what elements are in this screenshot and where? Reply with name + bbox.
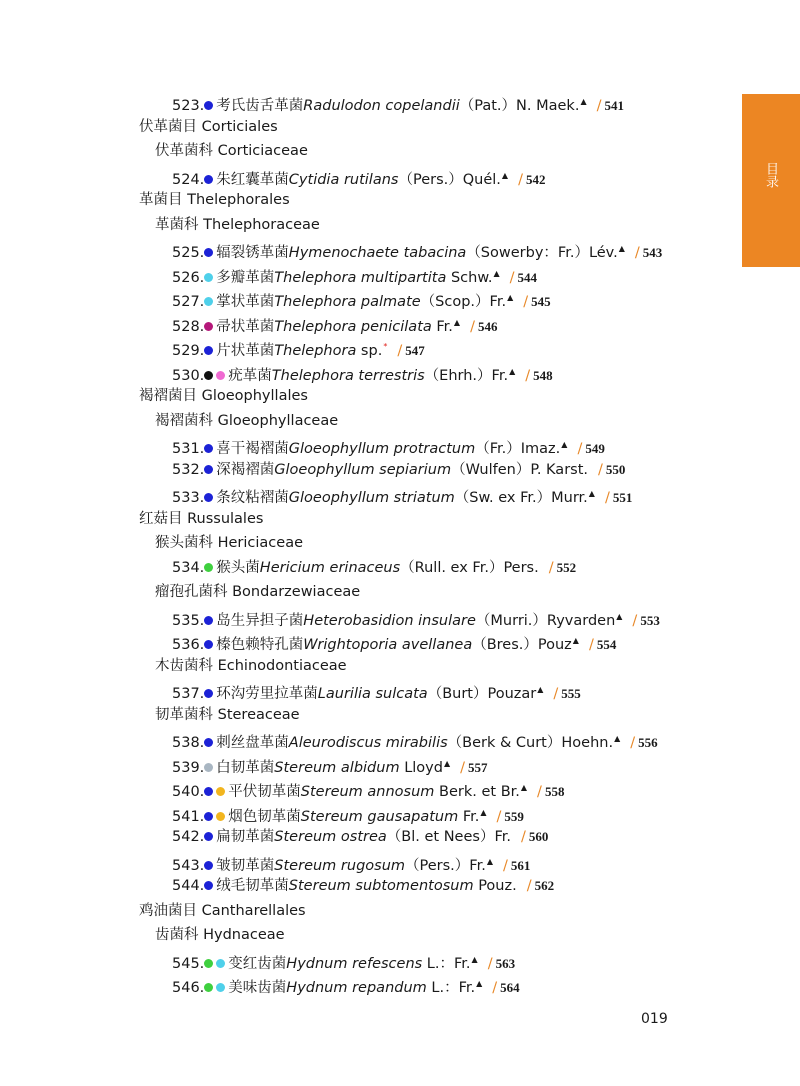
species-name-scientific: Laurilia sulcata [317, 686, 428, 702]
species-name-scientific: Heterobasidion insulare [303, 612, 476, 629]
entry-number: 544. [172, 878, 205, 894]
entry-number: 536. [172, 637, 205, 653]
habitat-dot-icon [204, 175, 213, 184]
order-heading [139, 116, 278, 138]
species-name-cn: 深褐褶菌 [216, 461, 275, 478]
species-name-scientific: Gloeophyllum striatum [288, 490, 455, 506]
triangle-marker-icon: ▲ [580, 97, 587, 106]
habitat-dot-icon [204, 322, 213, 331]
entry-page-ref: 547 [405, 343, 425, 358]
entry-number: 526. [172, 269, 205, 286]
species-name-cn: 辐裂锈革菌 [216, 245, 289, 261]
entry-page-ref: 559 [504, 808, 524, 824]
species-name-scientific: Stereum annosum [300, 784, 435, 800]
slash-separator-icon: / [604, 490, 610, 506]
entry-page-ref: 544 [517, 269, 538, 285]
entry-page-ref: 564 [500, 980, 520, 995]
side-tab-label: 目录 [763, 162, 778, 188]
species-name-scientific: Thelephora terrestris [271, 367, 425, 384]
habitat-dot-icon [204, 832, 213, 841]
order-name-latin: Russulales [187, 510, 264, 527]
slash-separator-icon: / [487, 955, 493, 972]
species-name-cn: 考氏齿舌革菌 [216, 98, 304, 114]
slash-separator-icon: / [632, 612, 638, 629]
habitat-dot-icon [216, 787, 225, 796]
species-entry[interactable] [172, 287, 551, 309]
species-name-cn: 帚状革菌 [216, 318, 275, 335]
habitat-dot-icon [204, 881, 213, 890]
habitat-dot-icon [204, 297, 213, 306]
family-heading [155, 704, 300, 726]
slash-separator-icon: / [537, 784, 542, 800]
species-entry[interactable] [172, 949, 515, 971]
habitat-dot-icon [204, 640, 213, 649]
slash-separator-icon: / [509, 269, 515, 286]
species-authority: （Sw. ex Fr.）Murr. [454, 490, 588, 506]
species-entry[interactable] [172, 777, 564, 799]
species-name-scientific: Hydnum refescens [286, 955, 423, 972]
species-name-cn: 环沟劳里拉革菌 [216, 686, 318, 702]
triangle-marker-icon: ▲ [453, 317, 461, 327]
habitat-dot-icon [204, 616, 213, 625]
slash-separator-icon: / [526, 878, 532, 894]
habitat-dot-icon [204, 346, 213, 355]
species-authority: L.：Fr. [422, 955, 471, 972]
family-heading [155, 214, 320, 236]
entry-number: 539. [172, 759, 205, 776]
entry-page-ref: 552 [556, 559, 577, 575]
species-authority: Fr. [431, 318, 453, 335]
species-name-scientific: Stereum rugosum [274, 857, 406, 874]
entry-number: 528. [172, 318, 205, 335]
entry-page-ref: 555 [561, 686, 581, 701]
species-authority: （Pat.）N. Maek. [459, 98, 580, 114]
habitat-dot-icon [216, 983, 225, 992]
entry-page-ref: 546 [477, 318, 498, 334]
species-name-scientific: Wrightoporia avellanea [303, 637, 473, 653]
slash-separator-icon: / [523, 294, 529, 310]
species-entry[interactable] [172, 263, 537, 285]
habitat-dot-icon [204, 787, 213, 796]
species-entry[interactable] [172, 802, 524, 824]
species-entry[interactable] [172, 459, 625, 481]
habitat-dot-icon [204, 861, 213, 870]
family-name-latin: Thelephoraceae [203, 216, 320, 233]
entry-number: 534. [172, 559, 205, 576]
entry-number: 531. [172, 441, 205, 457]
triangle-marker-icon: ▲ [443, 758, 451, 768]
species-name-cn: 榛色赖特孔菌 [216, 637, 304, 653]
slash-separator-icon: / [520, 829, 526, 845]
entry-page-ref: 543 [642, 245, 663, 260]
slash-separator-icon: / [634, 245, 640, 261]
order-name-latin: Corticiales [201, 118, 278, 135]
entry-page-ref: 551 [612, 490, 633, 505]
species-name-cn: 疣革菌 [228, 367, 272, 384]
species-name-scientific: Thelephora penicilata [274, 318, 432, 335]
species-name-scientific: Cytidia rutilans [288, 171, 399, 188]
entry-page-ref: 541 [604, 98, 624, 113]
triangle-marker-icon: ▲ [501, 170, 509, 180]
order-name-cn: 褐褶菌目 [139, 388, 197, 404]
species-name-cn: 掌状革菌 [216, 294, 275, 310]
slash-separator-icon: / [577, 441, 583, 457]
entry-page-ref: 554 [596, 637, 617, 652]
contents-side-tab[interactable] [742, 94, 800, 267]
species-entry[interactable] [172, 606, 660, 628]
species-authority: （Wulfen）P. Karst. [451, 461, 589, 478]
species-name-cn: 美味齿菌 [228, 980, 287, 996]
species-name-cn: 绒毛韧革菌 [216, 878, 289, 894]
habitat-dot-icon [204, 563, 213, 572]
species-entry[interactable] [172, 630, 616, 652]
entry-number: 524. [172, 171, 205, 188]
triangle-marker-icon: ▲ [572, 636, 579, 645]
entry-number: 523. [172, 98, 205, 114]
habitat-dot-icon [204, 983, 213, 992]
species-name-scientific: Stereum subtomentosum [288, 878, 474, 894]
species-authority: sp. [356, 343, 383, 359]
family-name-latin: Hericiaceae [217, 535, 304, 551]
order-name-latin: Thelephorales [187, 192, 290, 208]
species-authority: Berk. et Br. [434, 784, 520, 800]
entry-number: 540. [172, 784, 205, 800]
species-name-scientific: Stereum ostrea [274, 829, 387, 845]
triangle-marker-icon: ▲ [614, 734, 621, 743]
triangle-marker-icon: ▲ [537, 685, 544, 694]
species-name-cn: 皱韧革菌 [216, 857, 275, 874]
entry-page-ref: 549 [585, 441, 605, 456]
entry-number: 546. [172, 980, 205, 996]
species-name-scientific: Hydnum repandum [286, 980, 427, 996]
species-authority: Pouz. [473, 878, 517, 894]
habitat-dot-icon [204, 763, 213, 772]
species-name-cn: 变红齿菌 [228, 955, 287, 972]
entry-number: 532. [172, 461, 205, 478]
habitat-dot-icon [216, 371, 225, 380]
species-authority: （Berk & Curt）Hoehn. [447, 735, 614, 751]
species-entry[interactable] [172, 336, 425, 358]
family-name-cn: 伏革菌科 [155, 143, 213, 159]
slash-separator-icon: / [502, 857, 508, 874]
order-heading [139, 189, 290, 211]
species-name-cn: 朱红囊革菌 [216, 171, 289, 188]
habitat-dot-icon [204, 738, 213, 747]
triangle-marker-icon: ▲ [476, 979, 483, 988]
entry-number: 529. [172, 343, 205, 359]
slash-separator-icon: / [630, 735, 636, 751]
family-heading [155, 924, 285, 946]
family-heading [155, 581, 360, 603]
species-authority: （Ehrh.）Fr. [424, 367, 509, 384]
family-name-cn: 齿菌科 [155, 927, 199, 943]
species-authority: （Pers.）Fr. [405, 857, 486, 874]
order-heading [139, 508, 263, 530]
order-name-latin: Gloeophyllales [201, 388, 308, 404]
entry-page-ref: 542 [525, 171, 546, 187]
habitat-dot-icon [204, 465, 213, 474]
species-name-cn: 条纹粘褶菌 [216, 490, 289, 506]
species-name-cn: 岛生异担子菌 [216, 612, 304, 629]
species-authority: （Bl. et Nees）Fr. [386, 829, 511, 845]
species-name-scientific: Thelephora multipartita [274, 269, 447, 286]
page-number: 019 [641, 1011, 668, 1027]
species-entry[interactable] [172, 679, 581, 701]
slash-separator-icon: / [518, 171, 523, 188]
species-authority: （Burt）Pouzar [427, 686, 537, 702]
species-entry[interactable] [172, 875, 554, 897]
species-authority: Schw. [446, 269, 493, 286]
slash-separator-icon: / [596, 98, 602, 114]
species-authority: （Pers.）Quél. [398, 171, 501, 188]
triangle-marker-icon: ▲ [520, 783, 528, 792]
triangle-marker-icon: ▲ [618, 244, 625, 253]
family-name-cn: 猴头菌科 [155, 535, 213, 551]
species-authority: （Sowerby：Fr.）Lév. [466, 245, 618, 261]
family-name-cn: 瘤孢孔菌科 [155, 584, 228, 600]
species-entry[interactable] [172, 483, 632, 505]
species-authority: （Bres.）Pouz [472, 637, 572, 653]
species-entry[interactable] [172, 753, 488, 775]
family-heading [155, 655, 347, 677]
triangle-marker-icon: ▲ [616, 611, 623, 621]
entry-number: 542. [172, 829, 205, 845]
slash-separator-icon: / [492, 980, 498, 996]
order-heading [139, 385, 308, 407]
species-name-cn: 烟色韧革菌 [228, 808, 301, 825]
species-authority: （Murri.）Ryvarden [475, 612, 616, 629]
entry-page-ref: 556 [638, 735, 658, 750]
asterisk-marker-icon: * [383, 342, 388, 351]
slash-separator-icon: / [553, 686, 559, 702]
order-name-cn: 革菌目 [139, 192, 183, 208]
habitat-dot-icon [204, 959, 213, 968]
species-name-scientific: Thelephora palmate [274, 294, 421, 310]
species-authority: Fr. [458, 808, 480, 825]
species-authority: （Scop.）Fr. [420, 294, 507, 310]
species-entry[interactable] [172, 557, 576, 579]
entry-number: 543. [172, 857, 205, 874]
species-entry[interactable] [172, 361, 553, 383]
species-authority: Lloyd [399, 759, 443, 776]
habitat-dot-icon [204, 812, 213, 821]
species-entry[interactable] [172, 434, 605, 456]
species-name-scientific: Stereum albidum [274, 759, 400, 776]
species-entry[interactable] [172, 165, 545, 187]
order-name-cn: 红菇目 [139, 510, 183, 527]
habitat-dot-icon [216, 812, 225, 821]
species-entry[interactable] [172, 851, 530, 873]
entry-page-ref: 561 [510, 857, 531, 873]
habitat-dot-icon [204, 444, 213, 453]
entry-number: 533. [172, 490, 205, 506]
family-name-cn: 褐褶菌科 [155, 412, 213, 429]
entry-number: 538. [172, 735, 205, 751]
entry-number: 545. [172, 955, 205, 972]
species-authority: （Rull. ex Fr.）Pers. [400, 559, 539, 576]
species-name-scientific: Gloeophyllum sepiarium [274, 461, 452, 478]
species-name-cn: 白韧革菌 [216, 759, 275, 776]
slash-separator-icon: / [496, 808, 502, 825]
order-heading [139, 900, 306, 922]
slash-separator-icon: / [470, 318, 475, 335]
family-heading [155, 532, 303, 554]
family-name-latin: Corticiaceae [217, 143, 308, 159]
family-heading [155, 140, 308, 162]
slash-separator-icon: / [397, 343, 403, 359]
triangle-marker-icon: ▲ [509, 366, 516, 376]
triangle-marker-icon: ▲ [588, 489, 595, 498]
entry-number: 530. [172, 367, 205, 384]
family-name-latin: Stereaceae [217, 706, 300, 723]
entry-number: 541. [172, 808, 205, 825]
family-name-latin: Echinodontiaceae [217, 657, 347, 674]
species-entry[interactable] [172, 91, 624, 113]
order-name-cn: 伏革菌目 [139, 118, 197, 135]
slash-separator-icon: / [525, 367, 531, 384]
species-name-cn: 刺丝盘革菌 [216, 735, 289, 751]
family-name-cn: 革菌科 [155, 216, 199, 233]
habitat-dot-icon [204, 493, 213, 502]
entry-page-ref: 563 [495, 955, 516, 971]
entry-page-ref: 553 [640, 612, 660, 628]
slash-separator-icon: / [460, 759, 466, 776]
species-name-scientific: Aleurodiscus mirabilis [288, 735, 448, 751]
family-name-latin: Gloeophyllaceae [217, 412, 339, 429]
entry-page-ref: 550 [605, 461, 626, 477]
species-name-cn: 扁韧革菌 [216, 829, 275, 845]
order-name-cn: 鸡油菌目 [139, 902, 197, 919]
species-authority: L.：Fr. [426, 980, 476, 996]
entry-page-ref: 560 [528, 829, 549, 844]
family-heading [155, 410, 338, 432]
species-entry[interactable] [172, 312, 497, 334]
habitat-dot-icon [216, 959, 225, 968]
species-authority: （Fr.）Imaz. [475, 441, 561, 457]
slash-separator-icon: / [588, 637, 594, 653]
species-entry[interactable] [172, 826, 548, 848]
habitat-dot-icon [204, 689, 213, 698]
triangle-marker-icon: ▲ [561, 440, 568, 449]
entry-page-ref: 557 [468, 759, 488, 775]
habitat-dot-icon [204, 371, 213, 380]
entry-number: 525. [172, 245, 205, 261]
family-name-cn: 韧革菌科 [155, 706, 213, 723]
species-name-cn: 平伏韧革菌 [228, 784, 301, 800]
species-entry[interactable] [172, 728, 658, 750]
species-name-cn: 喜干褐褶菌 [216, 441, 289, 457]
species-name-scientific: Thelephora [274, 343, 357, 359]
family-name-latin: Bondarzewiaceae [232, 584, 361, 600]
slash-separator-icon: / [598, 461, 603, 478]
entry-page-ref: 545 [531, 294, 551, 309]
species-name-cn: 多瓣革菌 [216, 269, 275, 286]
species-name-scientific: Stereum gausapatum [300, 808, 459, 825]
species-entry[interactable] [172, 973, 520, 995]
habitat-dot-icon [204, 101, 213, 110]
species-name-cn: 猴头菌 [216, 559, 260, 576]
species-name-scientific: Radulodon copelandii [303, 98, 460, 114]
species-name-scientific: Gloeophyllum protractum [288, 441, 476, 457]
order-name-latin: Cantharellales [201, 902, 306, 919]
family-name-cn: 木齿菌科 [155, 657, 213, 674]
entry-number: 537. [172, 686, 205, 702]
species-name-cn: 片状革菌 [216, 343, 275, 359]
triangle-marker-icon: ▲ [480, 807, 487, 817]
entry-number: 535. [172, 612, 205, 629]
species-entry[interactable] [172, 238, 662, 260]
habitat-dot-icon [204, 248, 213, 257]
entry-page-ref: 562 [534, 878, 555, 893]
slash-separator-icon: / [548, 559, 554, 576]
triangle-marker-icon: ▲ [493, 268, 500, 278]
triangle-marker-icon: ▲ [507, 293, 514, 302]
entry-page-ref: 558 [544, 784, 565, 799]
species-name-scientific: Hericium erinaceus [259, 559, 401, 576]
entry-page-ref: 548 [533, 367, 553, 383]
entry-number: 527. [172, 294, 205, 310]
species-name-scientific: Hymenochaete tabacina [288, 245, 467, 261]
family-name-latin: Hydnaceae [203, 927, 285, 943]
habitat-dot-icon [204, 273, 213, 282]
triangle-marker-icon: ▲ [471, 954, 478, 964]
triangle-marker-icon: ▲ [486, 856, 493, 866]
